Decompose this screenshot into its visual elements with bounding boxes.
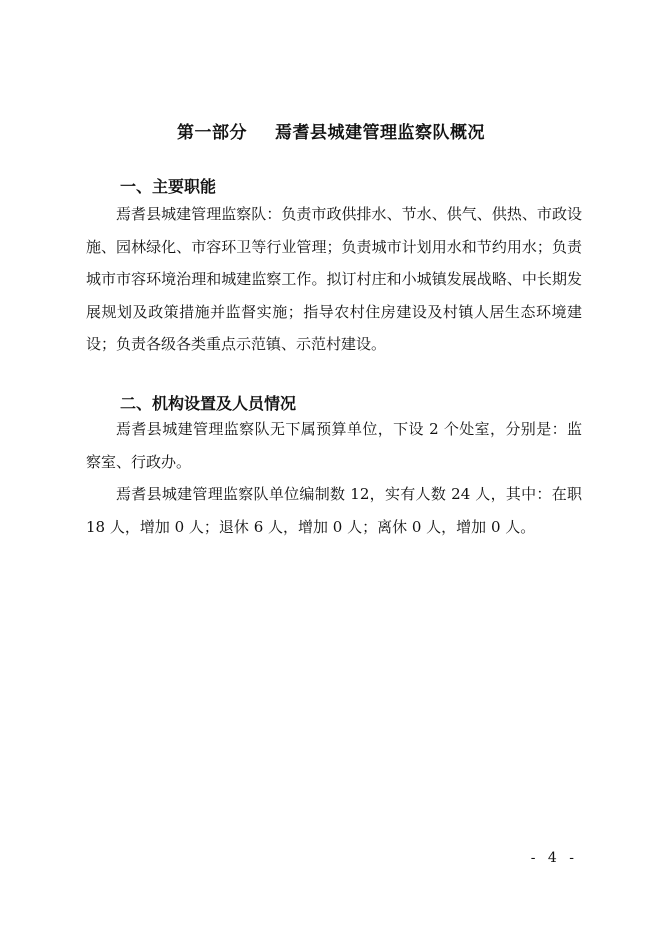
section-heading-main-functions: 一、主要职能: [120, 177, 217, 196]
paragraph-organization-units: 焉耆县城建管理监察队无下属预算单位，下设 2 个处室，分别是：监察室、行政办。: [86, 420, 582, 471]
paragraph-staffing: 焉耆县城建管理监察队单位编制数 12，实有人数 24 人，其中：在职 18 人，增加 0 人；退休 6 人，增加 0 人；离休 0 人，增加 0 人。: [86, 485, 582, 536]
part-title-text: 焉耆县城建管理监察队概况: [275, 123, 485, 143]
part-title: [0, 118, 662, 143]
part-label: 第一部分: [177, 123, 247, 143]
paragraph-main-functions: 焉耆县城建管理监察队：负责市政供排水、节水、供气、供热、市政设施、园林绿化、市容环卫等行业管理；负责城市计划用水和节约用水；负责城市市容环境治理和城建监察工作。拟订村庄和小城镇发展战略、中长期发展规划及政策措施并监督实施；指导农村住房建设及村镇人居生态环境建设；负责各级各类重点示范镇、示范村建设。: [86, 205, 582, 353]
page-number: - 4 -: [530, 850, 578, 866]
section-heading-organization: 二、机构设置及人员情况: [120, 394, 297, 413]
